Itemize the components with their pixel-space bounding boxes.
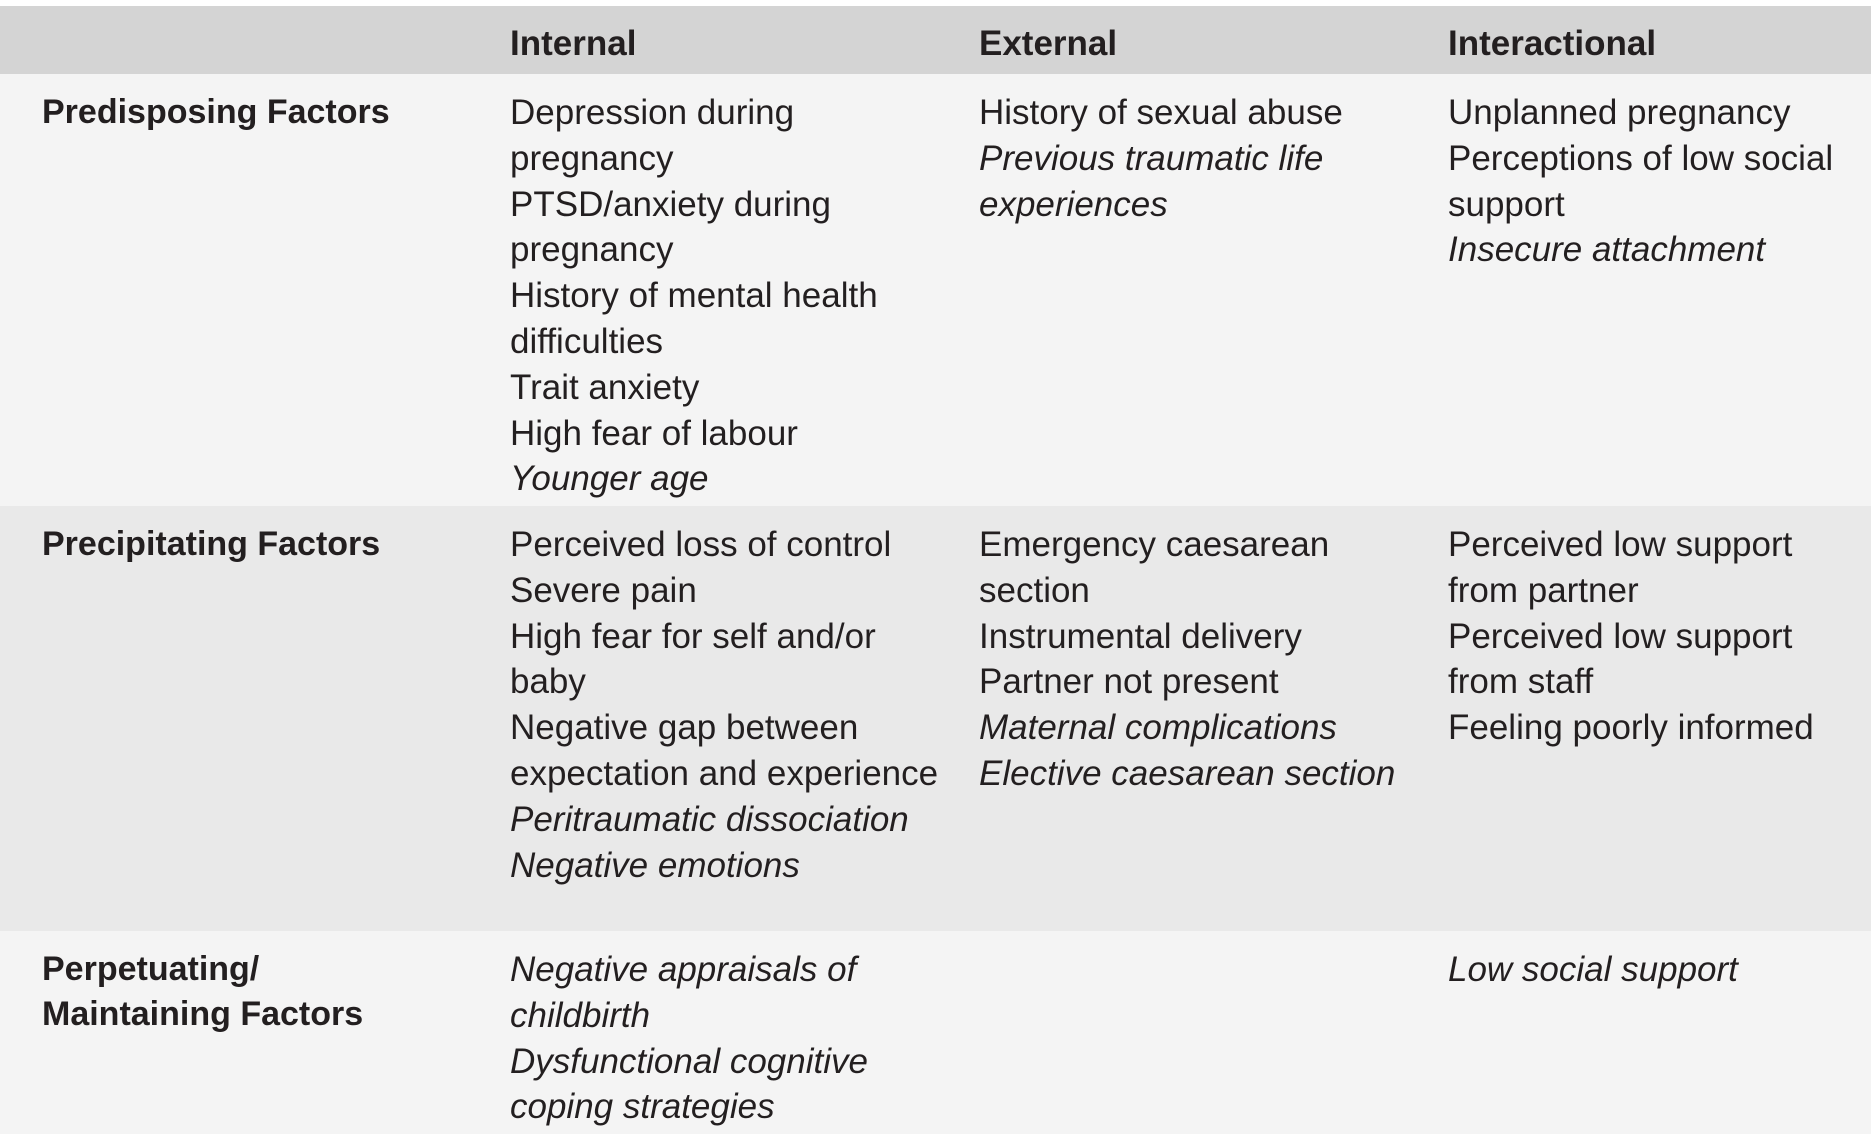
factor-item: Unplanned pregnancy	[1448, 93, 1791, 132]
factor-item: Perceived low support from partner	[1448, 525, 1793, 610]
interactional-factors-cell	[1448, 522, 1868, 751]
factor-item: High fear for self and/or baby	[510, 616, 876, 702]
factor-item: Instrumental delivery	[979, 616, 1302, 656]
internal-factors-cell	[510, 947, 950, 1130]
factor-item: Negative emotions	[510, 845, 800, 885]
factor-item: Maternal complications	[979, 708, 1337, 748]
factor-item: Insecure attachment	[1448, 230, 1766, 270]
factor-item: Severe pain	[510, 570, 697, 610]
table-row	[0, 506, 1871, 931]
table-header-row	[0, 6, 1871, 74]
factor-item: Previous traumatic life experiences	[979, 138, 1324, 224]
factor-item: Elective caesarean section	[979, 753, 1396, 793]
factor-item: PTSD/anxiety during pregnancy	[510, 184, 831, 270]
factor-item: Peritraumatic dissociation	[510, 799, 909, 839]
factor-item: Perceived loss of control	[510, 525, 892, 564]
factor-item: Younger age	[510, 459, 709, 499]
factor-item: Trait anxiety	[510, 367, 700, 407]
external-factors-cell	[979, 90, 1419, 227]
row-label: Precipitating Factors	[42, 525, 381, 563]
interactional-factors-cell	[1448, 90, 1868, 273]
table-row	[0, 931, 1871, 1134]
factor-item: Depression during pregnancy	[510, 93, 795, 178]
header-cell-internal: Internal	[510, 24, 637, 63]
factor-item: Perceptions of low social support	[1448, 138, 1834, 224]
internal-factors-cell	[510, 90, 950, 502]
factor-item: Negative appraisals of childbirth	[510, 950, 857, 1035]
factor-item: Feeling poorly informed	[1448, 708, 1814, 748]
header-cell-external: External	[979, 24, 1118, 63]
internal-factors-cell	[510, 522, 950, 888]
factor-item: Low social support	[1448, 950, 1738, 989]
row-label: Perpetuating/ Maintaining Factors	[42, 950, 364, 1033]
factor-item: Emergency caesarean section	[979, 525, 1330, 610]
factor-item: History of mental health difficulties	[510, 276, 878, 361]
factor-item: Perceived low support from staff	[1448, 616, 1793, 702]
factor-item: Dysfunctional cognitive coping strategies	[510, 1041, 868, 1127]
table-row	[0, 74, 1871, 506]
factor-item: History of sexual abuse	[979, 93, 1343, 132]
row-label: Predisposing Factors	[42, 93, 390, 131]
interactional-factors-cell	[1448, 947, 1868, 993]
factor-item: Negative gap between expectation and experience	[510, 708, 939, 793]
factor-item: High fear of labour	[510, 413, 798, 453]
external-factors-cell	[979, 522, 1419, 797]
factor-item: Partner not present	[979, 662, 1279, 702]
header-cell-interactional: Interactional	[1448, 24, 1657, 63]
